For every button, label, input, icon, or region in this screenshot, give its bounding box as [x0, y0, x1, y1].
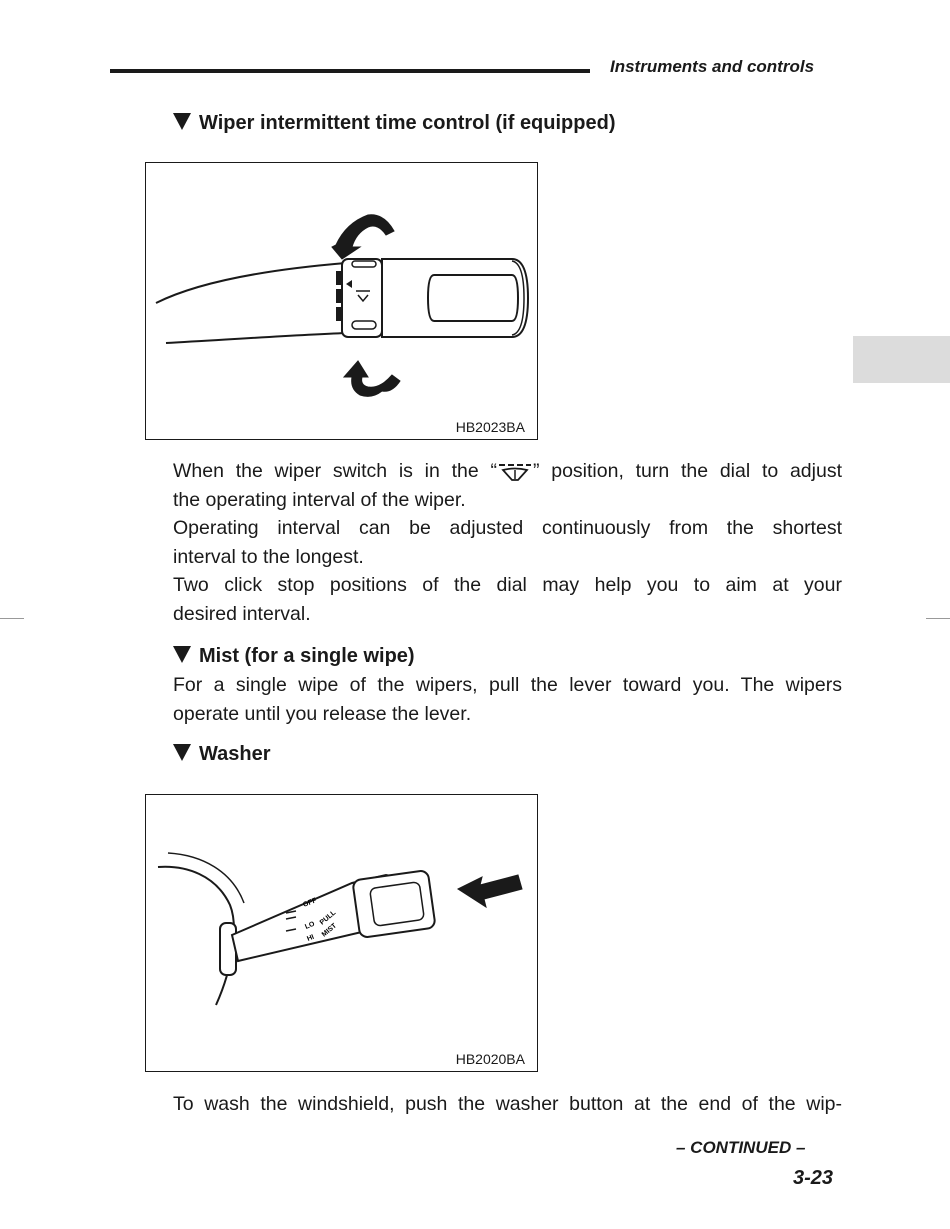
paragraph-washer — [173, 1090, 842, 1119]
lever-label-pull: PULL — [318, 909, 338, 927]
paragraph-line: interval to the longest. — [173, 545, 364, 568]
paragraph-wiper-switch — [173, 457, 842, 514]
wiper-lever-dial-illustration — [146, 163, 537, 439]
heading-wiper-intermittent: Wiper intermittent time control (if equipped) — [173, 112, 615, 135]
paragraph-line: the operating interval of the wiper. — [173, 488, 466, 511]
paragraph-line: For a single wipe of the wipers, pull the lever toward you. The wipers — [173, 674, 842, 696]
crop-mark-left — [0, 618, 24, 619]
figure-code: HB2023BA — [455, 419, 525, 435]
paragraph-line: Two click stop positions of the dial may help you to aim at your — [173, 574, 842, 596]
header-title: Instruments and controls — [610, 57, 815, 76]
lever-label-mist: MIST — [320, 922, 339, 939]
triangle-bullet-icon — [173, 646, 191, 663]
page-number: 3-23 — [793, 1167, 834, 1189]
paragraph-line: To wash the windshield, push the washer button at the end of the wip- — [173, 1093, 842, 1115]
heading-washer: Washer — [173, 743, 271, 766]
continued-note: – CONTINUED – — [676, 1138, 806, 1157]
paragraph-line: operate until you release the lever. — [173, 702, 472, 725]
paragraph-click-stop — [173, 571, 842, 628]
paragraph-line: When the wiper switch is in the “ ” position, turn the dial to adjust — [173, 460, 843, 482]
paragraph-line: desired interval. — [173, 602, 311, 625]
lever-label-lo: LO — [304, 920, 316, 931]
figure-wiper-dial — [145, 162, 538, 440]
crop-mark-right — [926, 618, 950, 619]
triangle-bullet-icon — [173, 744, 191, 761]
figure-washer-lever — [145, 794, 538, 1072]
header-rule — [110, 69, 590, 73]
triangle-bullet-icon — [173, 113, 191, 130]
washer-lever-illustration — [146, 795, 537, 1071]
paragraph-operating-interval — [173, 514, 842, 571]
intermittent-wiper-icon — [497, 461, 533, 481]
heading-mist: Mist (for a single wipe) — [173, 645, 415, 668]
lever-label-off: OFF — [302, 897, 318, 909]
figure-code: HB2020BA — [455, 1051, 525, 1067]
paragraph-mist — [173, 671, 842, 728]
section-tab — [853, 336, 950, 383]
lever-label-hi: HI — [306, 933, 316, 943]
paragraph-line: Operating interval can be adjusted continuously from the shortest — [173, 517, 842, 539]
